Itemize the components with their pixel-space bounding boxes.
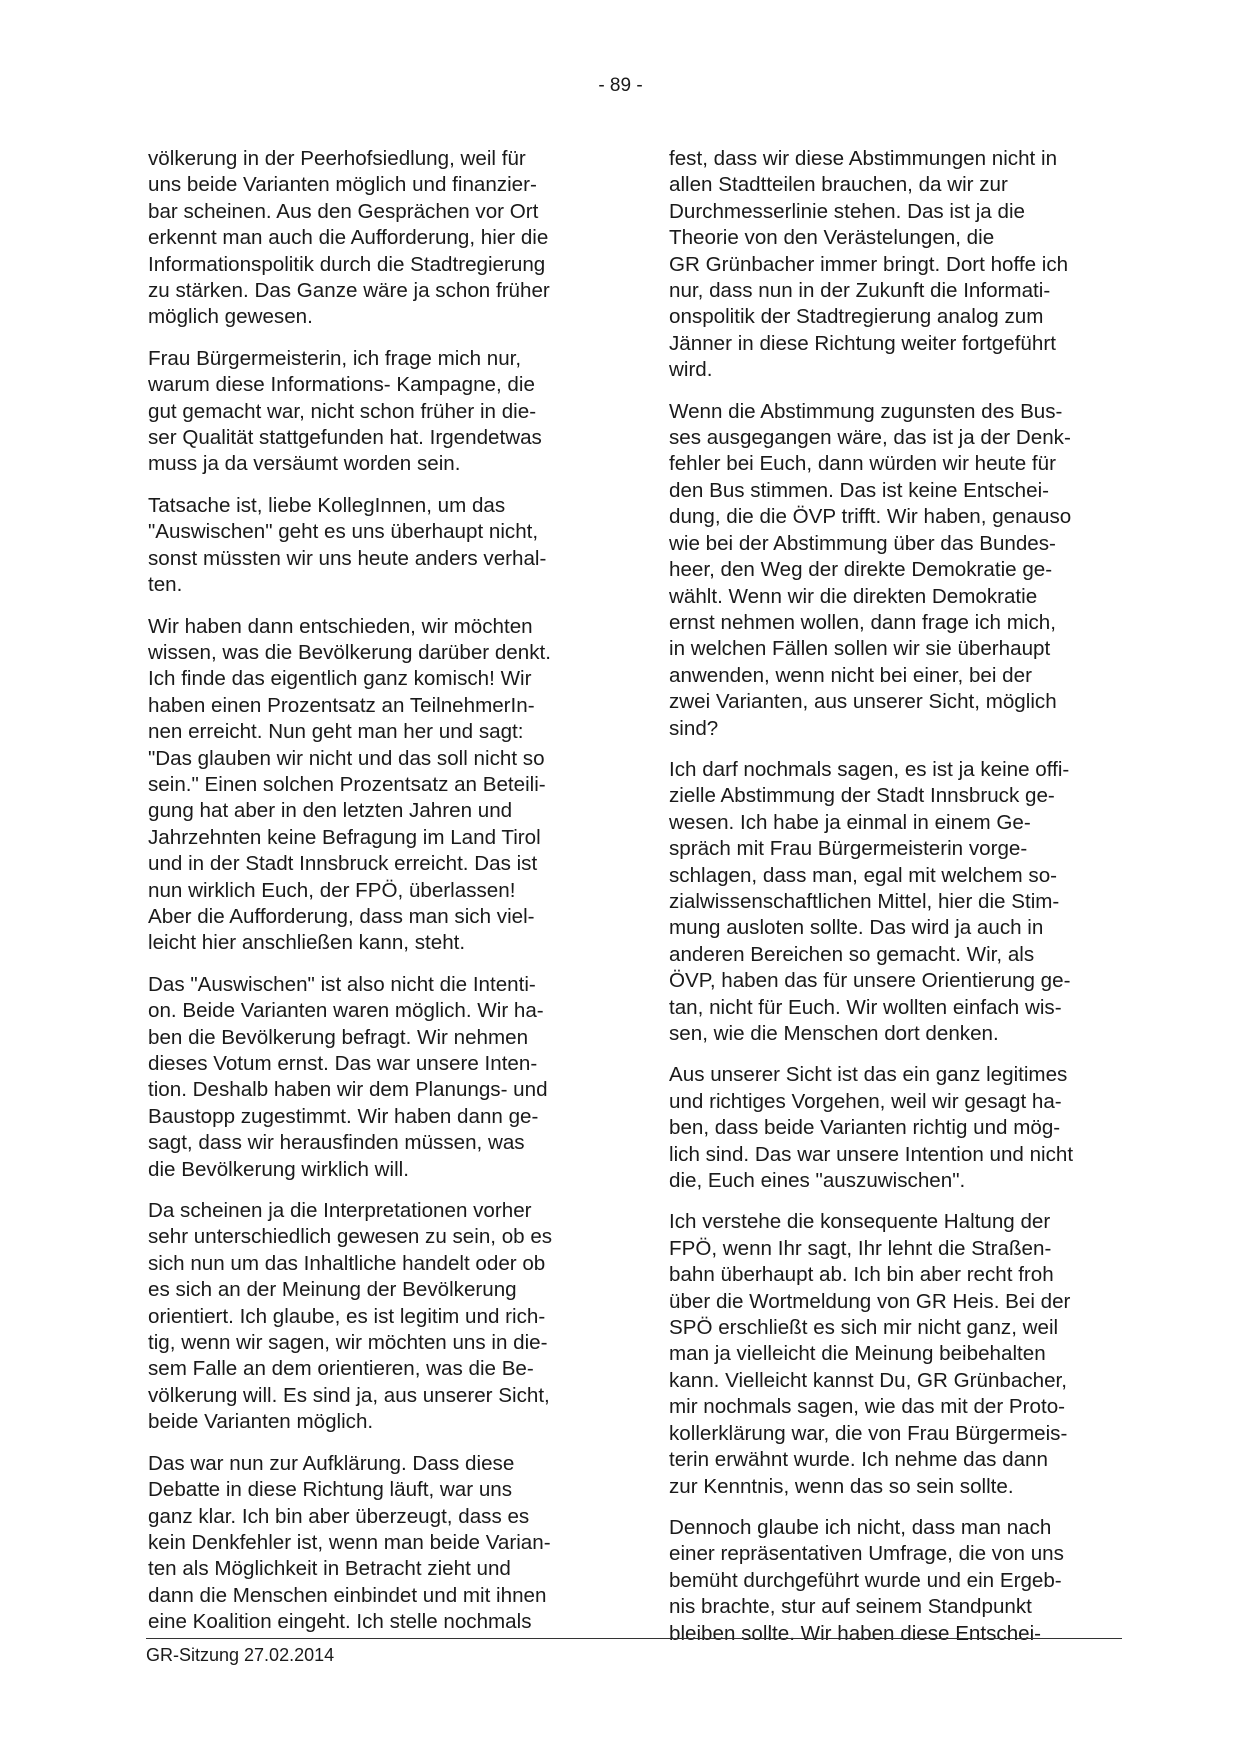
paragraph: Wir haben dann entschieden, wir möchten wissen, was die Bevölkerung darüber denkt. Ich finde das eigentlich ganz komisch! Wir haben einen Prozentsatz an TeilnehmerIn- nen erreicht. Nun geht man her und sagt: "Das glauben wir nicht und das soll nicht so sein." Einen solchen Prozentsatz an Beteili- gung hat aber in den letzten Jahren und Jahrzehnten keine Befragung im Land Tirol und in der Stadt Innsbruck erreicht. Das ist nun wirklich Euch, der FPÖ, überlassen! Aber die Aufforderung, dass man sich viel- leicht hier anschließen kann, steht. <box>148 614 551 955</box>
paragraph: Tatsache ist, liebe KollegInnen, um das "Auswischen" geht es uns überhaupt nicht, sonst müssten wir uns heute anders verhal- ten. <box>148 493 547 597</box>
paragraph: fest, dass wir diese Abstimmungen nicht in allen Stadtteilen brauchen, da wir zur Durchmesserlinie stehen. Das ist ja die Theorie von den Verästelungen, die GR Grünbacher immer bringt. Dort hoffe ich nur, dass nun in der Zukunft die Informati- onspolitik der Stadtregierung analog zum Jänner in diese Richtung weiter fortgeführt wird. <box>669 147 1069 382</box>
page-number: - 89 - <box>598 75 643 96</box>
paragraph: Aus unserer Sicht ist das ein ganz legitimes und richtiges Vorgehen, weil wir gesagt ha- ben, dass beide Varianten richtig und mög- lich sind. Das war unsere Intention und nicht die, Euch eines "auszuwischen". <box>669 1063 1074 1193</box>
paragraph: Wenn die Abstimmung zugunsten des Bus- ses ausgegangen wäre, das ist ja der Denk- fehler bei Euch, dann würden wir heute für den Bus stimmen. Das ist keine Entschei- dung, die die ÖVP trifft. Wir haben, genauso wie bei der Abstimmung über das Bundes- heer, den Weg der direkte Demokratie ge- wählt. Wenn wir die direkten Demokratie ernst nehmen wollen, dann frage ich mich, in welchen Fällen sollen wir sie überhaupt anwenden, wenn nicht bei einer, bei der zwei Varianten, aus unserer Sicht, möglich sind? <box>669 399 1072 740</box>
paragraph: Dennoch glaube ich nicht, dass man nach einer repräsentativen Umfrage, die von uns bemüht durchgeführt wurde und ein Ergeb- nis brachte, stur auf seinem Standpunkt bleiben sollte. Wir haben diese Entschei- <box>669 1515 1064 1645</box>
right-column <box>669 146 1121 1662</box>
paragraph: Ich verstehe die konsequente Haltung der FPÖ, wenn Ihr sagt, Ihr lehnt die Straßen- bahn überhaupt ab. Ich bin aber recht froh über die Wortmeldung von GR Heis. Bei der SPÖ erschließt es sich mir nicht ganz, weil man ja vielleicht die Meinung beibehalten kann. Vielleicht kannst Du, GR Grünbacher, mir nochmals sagen, wie das mit der Proto- kollerklärung war, die von Frau Bürgermeis- terin erwähnt wurde. Ich nehme das dann zur Kenntnis, wenn das so sein sollte. <box>669 1210 1071 1498</box>
paragraph: Da scheinen ja die Interpretationen vorher sehr unterschiedlich gewesen zu sein, ob es sich nun um das Inhaltliche handelt oder ob es sich an der Meinung der Bevölkerung orientiert. Ich glaube, es ist legitim und rich- tig, wenn wir sagen, wir möchten uns in die- sem Falle an dem orientieren, was die Be- völkerung will. Es sind ja, aus unserer Sicht, beide Varianten möglich. <box>148 1199 553 1434</box>
paragraph: völkerung in der Peerhofsiedlung, weil für uns beide Varianten möglich und finanzier- bar scheinen. Aus den Gesprächen vor Ort erkennt man auch die Aufforderung, hier die Informationspolitik durch die Stadtregierung zu stärken. Das Ganze wäre ja schon früher möglich gewesen. <box>148 147 550 329</box>
paragraph: Ich darf nochmals sagen, es ist ja keine offi- zielle Abstimmung der Stadt Innsbruck ge- wesen. Ich habe ja einmal in einem Ge- spräch mit Frau Bürgermeisterin vorge- schlagen, dass man, egal mit welchem so- zialwissenschaftlichen Mittel, hier die Stim- mung ausloten sollte. Das wird ja auch in anderen Bereichen so gemacht. Wir, als ÖVP, haben das für unsere Orientierung ge- tan, nicht für Euch. Wir wollten einfach wis- sen, wie die Menschen dort denken. <box>669 757 1071 1045</box>
footer-session-date: GR-Sitzung 27.02.2014 <box>146 1645 335 1665</box>
paragraph: Das war nun zur Aufklärung. Dass diese Debatte in diese Richtung läuft, war uns ganz klar. Ich bin aber überzeugt, dass es kein Denkfehler ist, wenn man beide Varian- ten als Möglichkeit in Betracht zieht und dann die Menschen einbindet und mit ihnen eine Koalition eingeht. Ich stelle nochmals <box>148 1451 551 1634</box>
paragraph: Frau Bürgermeisterin, ich frage mich nur, warum diese Informations- Kampagne, die gut gemacht war, nicht schon früher in die- ser Qualität stattgefunden hat. Irgendetwas muss ja da versäumt worden sein. <box>148 346 542 476</box>
footer-divider <box>146 1638 1122 1639</box>
left-column <box>148 146 598 1651</box>
paragraph: Das "Auswischen" ist also nicht die Intenti- on. Beide Varianten waren möglich. Wir ha- ben die Bevölkerung befragt. Wir nehmen dieses Votum ernst. Das war unsere Inten- tion. Deshalb haben wir dem Planungs- und Baustopp zugestimmt. Wir haben dann ge- sagt, dass wir herausfinden müssen, was die Bevölkerung wirklich will. <box>148 972 548 1181</box>
